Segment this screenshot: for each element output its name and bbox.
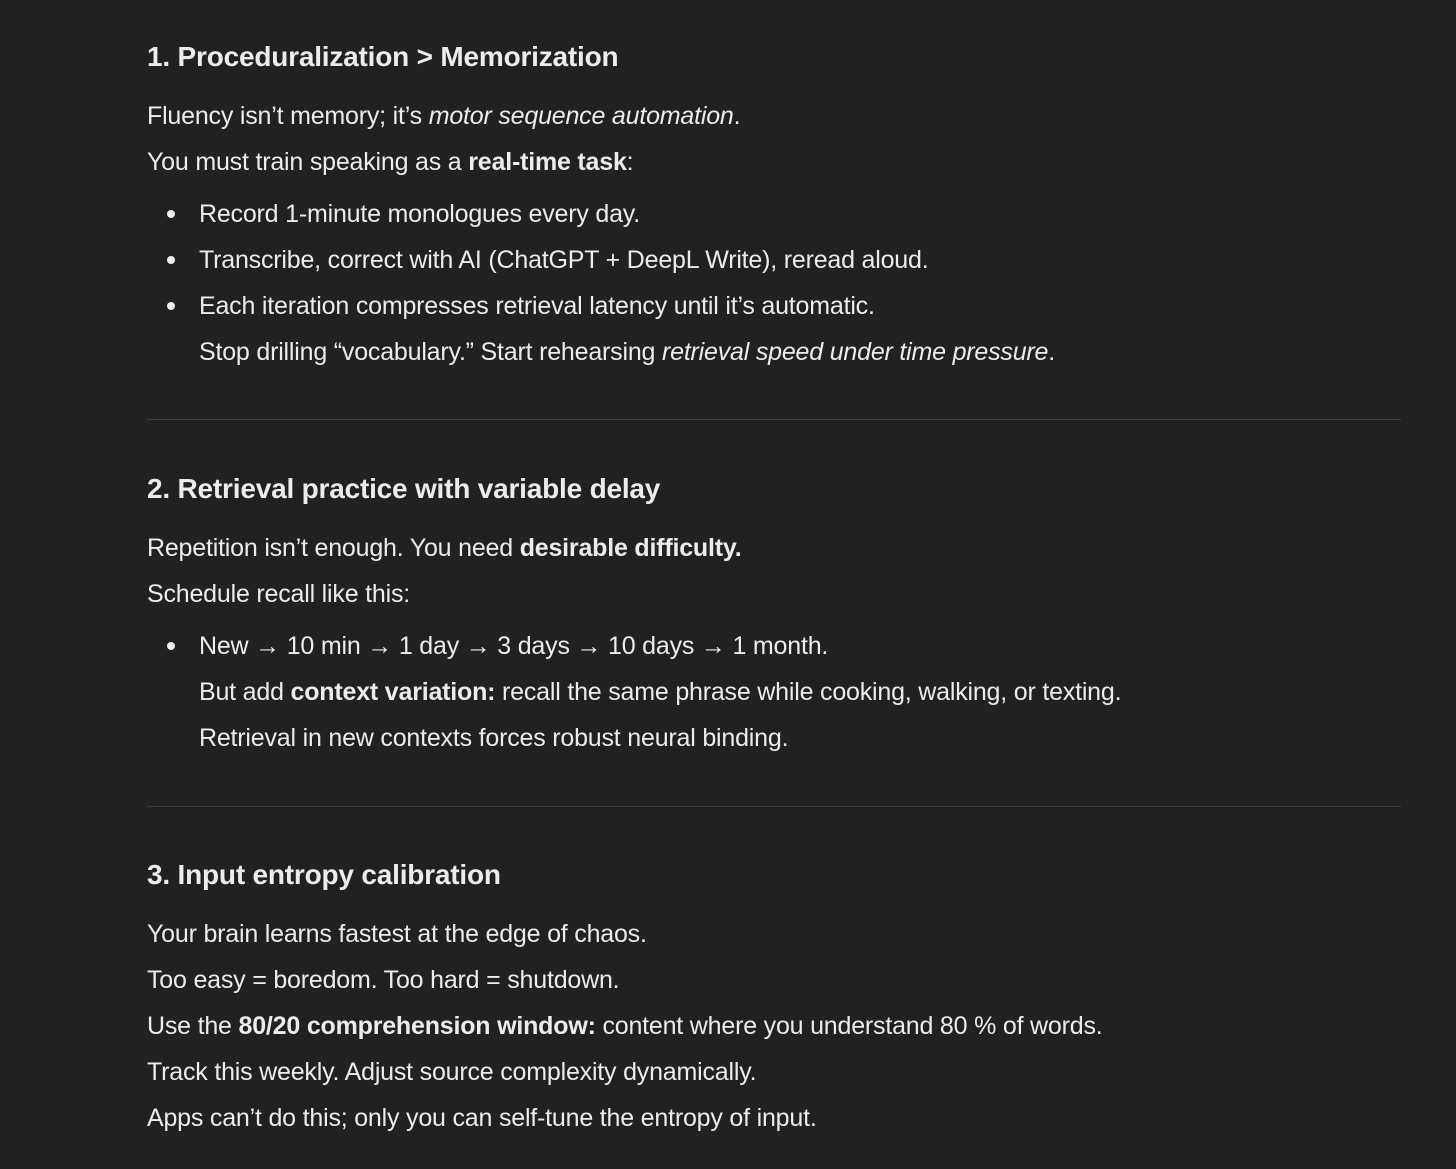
section-3-body [147, 911, 1401, 1141]
bullet-list [147, 623, 1401, 669]
section-2-body [147, 525, 1401, 761]
paragraph: Schedule recall like this: [147, 580, 410, 608]
list-item: New → 10 min → 1 day → 3 days → 10 days → 1 month. [147, 623, 1401, 669]
list-item: Each iteration compresses retrieval latency until it’s automatic. [147, 283, 1401, 329]
section-1-heading: 1. Proceduralization > Memorization [147, 41, 619, 72]
paragraph: Too easy = boredom. Too hard = shutdown. [147, 966, 620, 994]
list-item-continuation: But add context variation: recall the same phrase while cooking, walking, or texting. [199, 678, 1122, 706]
bullet-dot-icon [167, 256, 175, 264]
section-2-heading: 2. Retrieval practice with variable delay [147, 473, 661, 504]
paragraph: Repetition isn’t enough. You need desirable difficulty. [147, 534, 742, 562]
paragraph: Apps can’t do this; only you can self-tune the entropy of input. [147, 1104, 817, 1132]
paragraph: Track this weekly. Adjust source complexity dynamically. [147, 1058, 757, 1086]
paragraph: You must train speaking as a real-time task: [147, 148, 634, 176]
list-item-continuation: Stop drilling “vocabulary.” Start rehearsing retrieval speed under time pressure. [199, 338, 1055, 366]
paragraph: Fluency isn’t memory; it’s motor sequence automation. [147, 102, 741, 130]
bullet-dot-icon [167, 210, 175, 218]
bullet-list [147, 191, 1401, 329]
list-item-continuation: Retrieval in new contexts forces robust neural binding. [199, 724, 789, 752]
list-item: Transcribe, correct with AI (ChatGPT + DeepL Write), reread aloud. [147, 237, 1401, 283]
section-3-heading: 3. Input entropy calibration [147, 859, 501, 890]
paragraph: Use the 80/20 comprehension window: content where you understand 80 % of words. [147, 1012, 1103, 1040]
list-item: Record 1-minute monologues every day. [147, 191, 1401, 237]
section-divider [147, 806, 1401, 807]
paragraph: Your brain learns fastest at the edge of chaos. [147, 920, 647, 948]
section-1-body [147, 93, 1401, 375]
bullet-dot-icon [167, 642, 175, 650]
section-divider [147, 419, 1401, 420]
bullet-dot-icon [167, 302, 175, 310]
